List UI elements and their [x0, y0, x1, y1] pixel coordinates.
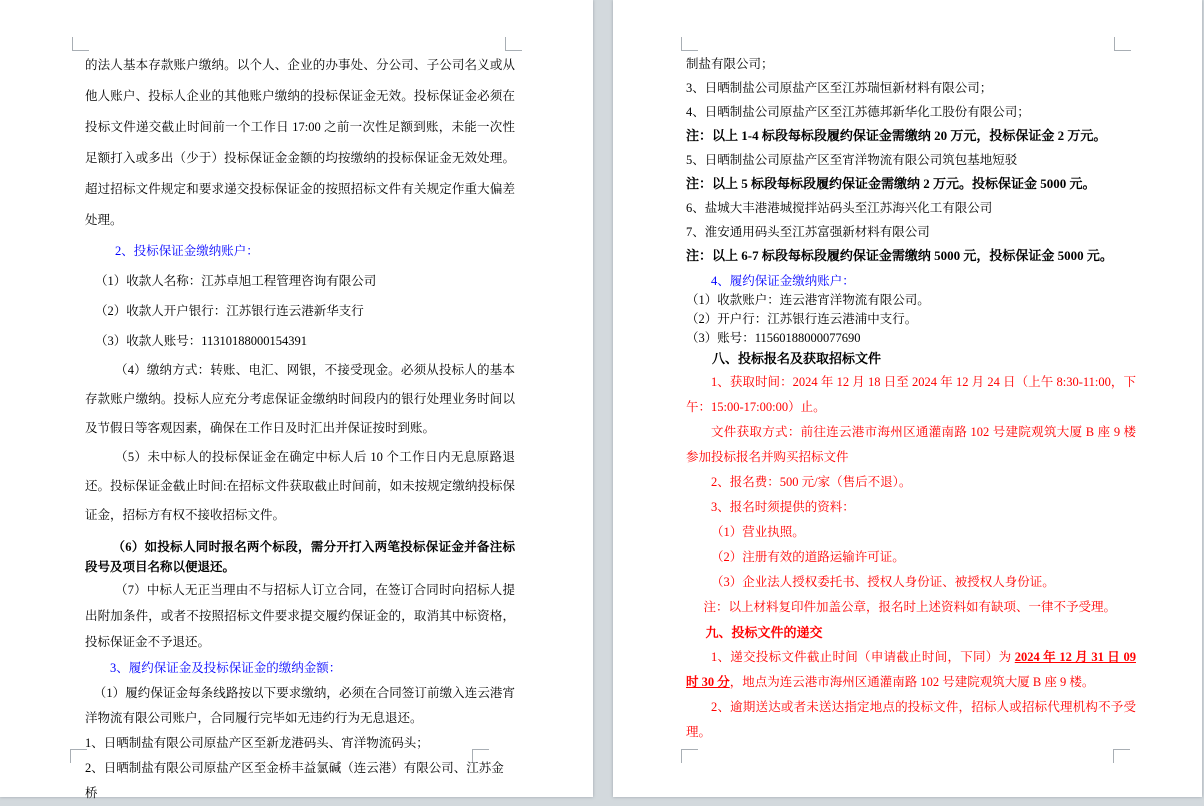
paragraph: （6）如投标人同时报名两个标段，需分开打入两笔投标保证金并备注标段号及项目名称以便退还。 [85, 540, 515, 574]
paragraph: 2、日晒制盐有限公司原盐产区至金桥丰益氯碱（连云港）有限公司、江苏金桥 [85, 761, 504, 800]
paragraph: （1）履约保证金每条线路按以下要求缴纳，必须在合同签订前缴入连云港宵洋物流有限公司账户，合同履行完毕如无违约行为无息退还。 [85, 686, 515, 725]
paragraph [686, 645, 1136, 695]
paragraph: （3）企业法人授权委托书、授权人身份证、被授权人身份证。 [711, 575, 1055, 589]
paragraph: 2、逾期送达或者未送达指定地点的投标文件，招标人或招标代理机构不予受理。 [686, 700, 1136, 739]
paragraph: （5）未中标人的投标保证金在确定中标人后 10 个工作日内无息原路退还。投标保证金截止时间:在招标文件获取截止时间前，如未按规定缴纳投标保证金，招标方有权不接收招标文件。 [85, 450, 515, 522]
paragraph: 注：以上 5 标段每标段履约保证金需缴纳 2 万元。投标保证金 5000 元。 [686, 176, 1096, 191]
document-page-right[interactable] [613, 0, 1202, 797]
paragraph: 7、淮安通用码头至江苏富强新材料有限公司 [686, 225, 930, 239]
text-boundary-mark [1113, 749, 1130, 763]
paragraph: （1）收款人名称：江苏卓旭工程管理咨询有限公司 [95, 274, 377, 288]
paragraph: （3）收款人账号：11310188000154391 [95, 334, 308, 348]
text-boundary-mark [72, 37, 89, 51]
text-segment: 1、递交投标文件截止时间（申请截止时间，下同）为 [711, 650, 1015, 664]
text-boundary-mark [681, 749, 698, 763]
paragraph: 制盐有限公司； [686, 57, 774, 71]
paragraph: 2、报名费：500 元/家（售后不退）。 [711, 475, 912, 489]
paragraph: 2、投标保证金缴纳账户： [115, 244, 259, 258]
text-segment: ，地点为连云港市海州区通灌南路 102 号建院观筑大厦 B 座 9 楼。 [729, 675, 1095, 689]
paragraph: 注：以上材料复印件加盖公章，报名时上述资料如有缺项、一律不予受理。 [703, 600, 1117, 614]
paragraph: （2）开户行：江苏银行连云港浦中支行。 [686, 312, 918, 326]
paragraph: （4）缴纳方式：转账、电汇、网银，不接受现金。必须从投标人的基本存款账户缴纳。投标人应充分考虑保证金缴纳时间段内的银行处理业务时间以及节假日等客观因素，确保在工作日及时汇出并保证按时到账。 [85, 363, 515, 435]
paragraph: 6、盐城大丰港港城搅拌站码头至江苏海兴化工有限公司 [686, 201, 993, 215]
paragraph: 3、日晒制盐公司原盐产区至江苏瑞恒新材料有限公司； [686, 81, 993, 95]
paragraph: （3）账号：11560188000077690 [686, 331, 861, 345]
paragraph: （1）营业执照。 [711, 525, 805, 539]
paragraph: 4、日晒制盐公司原盐产区至江苏德邦新华化工股份有限公司； [686, 105, 1030, 119]
document-page-left[interactable] [0, 0, 593, 800]
deadline-emphasis: 2024 年 12 月 31 日 09 时 30 分 [686, 650, 1136, 689]
paragraph: 八、投标报名及获取招标文件 [712, 351, 882, 366]
paragraph: 九、投标文件的递交 [705, 625, 823, 640]
page-content-right [686, 52, 1136, 745]
paragraph: 5、日晒制盐公司原盐产区至宵洋物流有限公司筑包基地短驳 [686, 153, 1018, 167]
paragraph: 文件获取方式：前往连云港市海州区通灌南路 102 号建院观筑大厦 B 座 9 楼参加投标报名并购买招标文件 [686, 425, 1136, 464]
text-boundary-mark [681, 37, 698, 51]
paragraph: 1、获取时间：2024 年 12 月 18 日至 2024 年 12 月 24 日（上午 8:30-11:00，下午：15:00-17:00:00）止。 [686, 375, 1136, 414]
page-content-left [85, 50, 515, 806]
paragraph: （7）中标人无正当理由不与招标人订立合同，在签订合同时向招标人提出附加条件，或者不按照招标文件要求提交履约保证金的，取消其中标资格，投标保证金不予退还。 [85, 583, 515, 649]
paragraph: （1）收款账户：连云港宵洋物流有限公司。 [686, 293, 930, 307]
text-boundary-mark [1114, 37, 1131, 51]
paragraph: 3、报名时须提供的资料： [711, 500, 855, 514]
paragraph: 的法人基本存款账户缴纳。以个人、企业的办事处、分公司、子公司名义或从他人账户、投标人企业的其他账户缴纳的投标保证金无效。投标保证金必须在投标文件递交截止时间前一个工作日 17:00 之前一次性足额到账，未能一次性足额打入或多出（少于）投标保证金金额的均按缴纳的投标保证金无效处理。超过招标文件规定和要求递交投标保证金的按照招标文件有关规定作重大偏差处理。 [85, 58, 515, 227]
paragraph: 3、履约保证金及投标保证金的缴纳金额： [110, 661, 342, 675]
paragraph: （2）收款人开户银行：江苏银行连云港新华支行 [95, 304, 364, 318]
text-boundary-mark [505, 37, 522, 51]
paragraph: 4、履约保证金缴纳账户： [711, 274, 855, 288]
paragraph: 1、日晒制盐有限公司原盐产区至新龙港码头、宵洋物流码头； [85, 736, 429, 750]
paragraph: 注：以上 6-7 标段每标段履约保证金需缴纳 5000 元，投标保证金 5000 元。 [686, 248, 1113, 263]
paragraph: （2）注册有效的道路运输许可证。 [711, 550, 905, 564]
paragraph: 注：以上 1-4 标段每标段履约保证金需缴纳 20 万元，投标保证金 2 万元。 [686, 128, 1107, 143]
